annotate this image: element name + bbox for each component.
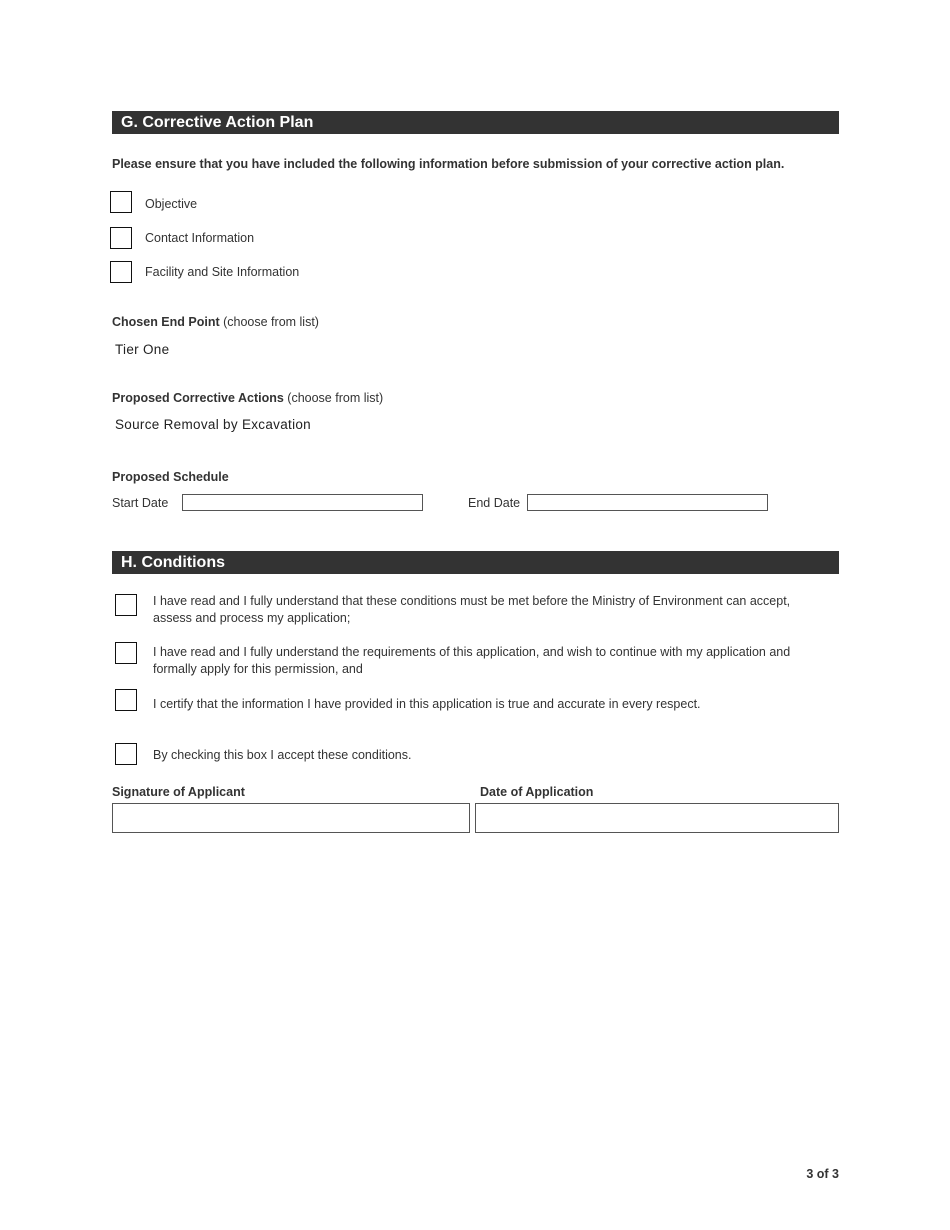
page-number: 3 of 3 xyxy=(806,1167,839,1181)
facility-site-label: Facility and Site Information xyxy=(145,265,300,279)
contact-information-label: Contact Information xyxy=(145,231,255,245)
start-date-label: Start Date xyxy=(112,496,169,510)
end-date-label: End Date xyxy=(468,496,521,510)
corrective-actions-select[interactable]: Source Removal by Excavation xyxy=(115,417,311,432)
objective-label: Objective xyxy=(145,197,198,211)
start-date-input[interactable] xyxy=(182,494,423,511)
date-of-application-input[interactable] xyxy=(475,803,839,833)
contact-information-checkbox[interactable] xyxy=(110,227,132,249)
signature-input[interactable] xyxy=(112,803,470,833)
condition-3-text: I certify that the information I have provided in this application is true and accurate in every respect. xyxy=(153,697,701,711)
facility-site-checkbox[interactable] xyxy=(110,261,132,283)
end-point-label: Chosen End Point (choose from list) xyxy=(112,315,319,329)
date-of-application-label: Date of Application xyxy=(480,785,594,799)
accept-conditions-text: By checking this box I accept these conditions. xyxy=(153,748,412,762)
section-g-header: G. Corrective Action Plan xyxy=(112,111,839,134)
accept-conditions-checkbox[interactable] xyxy=(115,743,137,765)
condition-2-checkbox[interactable] xyxy=(115,642,137,664)
instructions-text: Please ensure that you have included the following information before submission of your corrective action plan. xyxy=(112,157,785,171)
section-h-header: H. Conditions xyxy=(112,551,839,574)
signature-label: Signature of Applicant xyxy=(112,785,245,799)
end-date-input[interactable] xyxy=(527,494,768,511)
end-point-select[interactable]: Tier One xyxy=(115,342,170,357)
condition-2-text: I have read and I fully understand the requirements of this application, and wish to continue with my application and formally apply for this permission, and xyxy=(153,645,791,676)
condition-3-checkbox[interactable] xyxy=(115,689,137,711)
corrective-actions-label: Proposed Corrective Actions (choose from list) xyxy=(112,391,384,405)
condition-1-text: I have read and I fully understand that these conditions must be met before the Ministry of Environment can accept, assess and process my application; xyxy=(153,594,791,625)
schedule-label: Proposed Schedule xyxy=(112,470,229,484)
objective-checkbox[interactable] xyxy=(110,191,132,213)
condition-1-checkbox[interactable] xyxy=(115,594,137,616)
